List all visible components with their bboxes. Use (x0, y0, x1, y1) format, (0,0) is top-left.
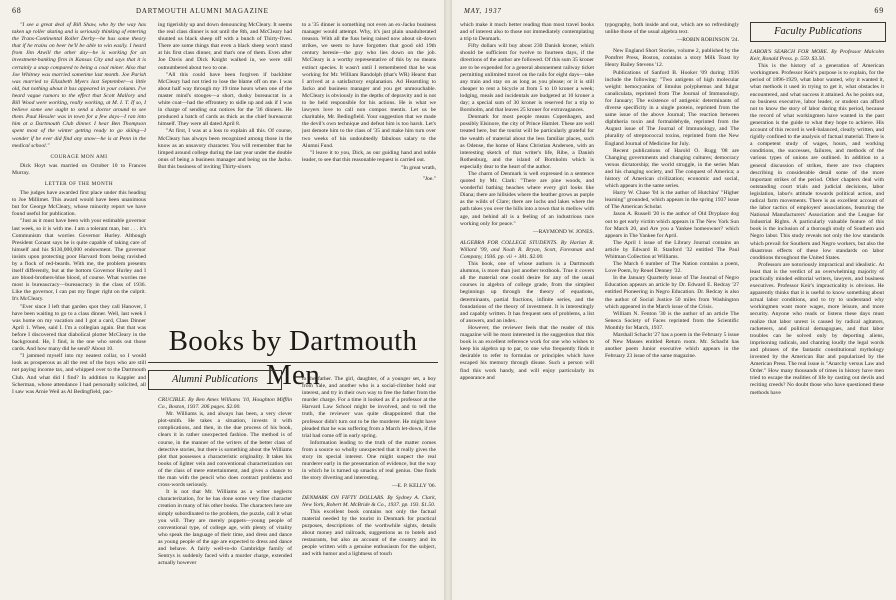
body-paragraph: This book, one of whose authors is a Dartmouth alumnus, is more than just another textbook. True it covers all the material one could desire for any of the usual courses in algebra of college grade, from the simplest beginnings up through the theory of equations, determinants, partial fractions, infinite series, and the foundations of the theory of investment. It is interestingly and capably written. It has frequent sets of problems, a list of answers, and an index. (460, 261, 594, 324)
body-paragraph: Recent publications of Harold O. Rugg '08 are Changing governments and changing cultures; democracy versus dictatorship; the world struggle, in the series Man and his changing society, and The conquest of America; a history of American civilization; economic and social, which appears in the same series. (605, 147, 739, 190)
left-column-3-lower (302, 376, 436, 596)
signature-line: —ROBIN ROBINSON '24. (676, 37, 739, 44)
body-paragraph: It is not that Mr. Williams as a writer neglects characterization, for he has done some very fine character creation in many of his other books. The characters here are simply subordinated to the problem, the puzzle, call it what you will. They are merely puppets—young people of conventional type, of college age, with plenty of vitality who speak the language of their time, and dress and dance as young people of the age are expected to dress and dance and behave. A fairly well-to-do Cambridge family of Sentrys is suddenly faced with a murder charge, extended actually however (158, 489, 292, 567)
continued-paragraph: to the father. The girl, daughter, of a younger set, a boy from Yale, and another who is a social-climber hold our interest, and try in their own way to free the father from the murder charge. For a time it looked as if a professor at the Harvard Law School might be involved, and to tell the truth, the reviewer was quite disappointed that the professor didn't turn out to be the murderer. He might have pleaded that he was suffering from a March let-down, if the trial had come off in early spring. (302, 376, 436, 439)
right-page (452, 0, 896, 600)
body-paragraph: "Ever since I left that garden spot they call Hanover, I have been waiting to go to a class dinner. Well, last week I was home on my vacation and I got a card, Class Dinner April 1. Whee, said I. I'm a collegian again. But that was before I discovered that diabolical plotter McCleary in the background. He, I find, is the one who sends out those cards. And how many did he send? About 10. (12, 303, 146, 353)
body-paragraph: The March 6 number of The Nation contains a poem, Love Poem, by Reuel Denney '32. (605, 261, 739, 275)
section-heading: LETTER OF THE MONTH (44, 180, 114, 187)
right-running-head (464, 6, 884, 18)
left-page-number: 68 (12, 6, 22, 15)
right-running-title: MAY, 1937 (464, 7, 502, 15)
signature-line: —E. P. KELLY '06. (391, 483, 436, 490)
left-column-3 (302, 22, 436, 318)
book-citation: ALGEBRA FOR COLLEGE STUDENTS. By Harlan R. Willard '99, and Noah R. Bryan, Scott, Foresman and Company, 1936. pp. vii + 381. $2.00. (460, 239, 594, 260)
body-paragraph: "I jammed myself into my neatest collar, so I would look as prosperous as all the rest of the boys who are still not paying income tax, and whipped over to the Dartmouth Club. And what did I find? In addition to Kappler and Scherman, whose attendance I had personally solicited, all I saw was Arnie Weil as Al Bedingfield, pac- (12, 353, 146, 395)
body-paragraph: Harry W. Chase '04 is the author of Hutchins' "Higher learning" grounded, which appears in the spring 1937 issue of The American Scholar. (605, 190, 739, 211)
body-paragraph: Marshall Schacht '27 has a poem in the February 5 issue of New Masses entitled Return room. Mr. Schacht has another poem Junior executive which appears in the February 23 issue of the same magazine. (605, 332, 739, 360)
body-paragraph: New England Short Stories, volume 2, published by the Pomfret Press, Boston, contains a story Milk Toast by Henry Bailey Stevens '12. (605, 48, 739, 69)
signature-line: —RAYMOND W. JONES. (532, 228, 594, 235)
left-running-head (12, 6, 432, 18)
body-paragraph: "All this could have been forgiven if backbiter McCleary had not tried to lose the blame off on me. I was about half way through my 19 time hours when one of the master mind's stooges—a short, dusky bureaucrat in a white coat—had the effrontery to sidle up and ask if I was in charge of sending out notices for the '36 dinners. He produced a batch of cards as thick as the chief bureaucrat himself. They were all dated April 8. (158, 71, 292, 128)
left-page (0, 0, 444, 600)
continued-paragraph: which make it much better reading than most travel books and of interest also to those not immediately contemplating a trip to Denmark. (460, 22, 594, 43)
body-paragraph: Publications of Sanford B. Hooker '09 during 1936 include the following: "Two antigens of high molecular weight: hemocyanins of limulus polyphemus and fulgur canaliculata, reprinted from The Journal of Immunology, for January; The existence of antigenic determinants of diverse specificity in a single protein, reprinted from the same issue of the above Journal; The reaction between diphtheria toxin and formaldehyde, reprinted from the August issue of The Journal of Immunology, and The plurality of streptococcal toxins, reprinted from the New England Journal of Medicine for July. (605, 69, 739, 147)
body-paragraph: Jason A. Russell '20 is the author of Old Dryplace dog out to get early victim which appears in The New York Sun for March 20, and Are you a Yankee homeowner? which appears in The Yankee for April. (605, 211, 739, 239)
alumni-publications-box: Alumni Publications (148, 370, 282, 390)
body-paragraph: However, the reviewer feels that the reader of this magazine will be most interested in the suggestion that this book is an excellent reference work for one who wishes to keep his algebra up to par, to one who frequently finds it desirable to refer to formulas or principles which have escaped his memory through disuse. Such a person will find this work handy, and will enjoy particularly its appearance and (460, 324, 594, 381)
body-paragraph: Dick Hoyt was married on October 10 to Frances Murray. (12, 162, 146, 176)
left-column-2-lower (158, 394, 292, 596)
body-paragraph: "Just as it must have been with your estimable governor last week, so it is with me. I am a tolerant man, but . . . it's Communism that worries Governor Hurley. Although President Conant says he is quite capable of taking care of himself and his $130,000,000 endowment. The governor insists upon protecting poor Harvard from being ravished by a flock of red-beards. With me, the problem presents itself differently, but at the bottom Governor Hurley and I are blood-brothers-blue blood, of course. What worries me most is bureaucracy—bureaucracy in the class of 1936. Like the governor, I can put my finger right on the culprit. It's McCleary. (12, 218, 146, 303)
signature-line: "Joe." (422, 175, 436, 182)
body-paragraph: Mr. Williams is, and always has been, a very clever plot-smith. He takes a situation, invests it with complications, and then, in the due process of his book, clears it in rather unexpected fashion. The method is of course, in the manner of the writers of the better class of detective stories, but there is something about the Williams plot that possesses a characteristic originality. It takes his books of lighter vein and conventional characterization out of the class of mere entertainment, and gives a chance to the man with the pencil who does contract problems and cross-words seriously. (158, 411, 292, 489)
right-page-number: 69 (874, 6, 884, 15)
body-paragraph: "I leave it to you, Dick, as our guiding hand and noble leader, to see that this reasonable request is carried out. (302, 149, 436, 163)
right-column-2 (605, 22, 739, 596)
left-column-1 (12, 22, 146, 596)
continued-paragraph: to a '35 dinner is something not even an ex-Jacko business manager would attempt. Why, it's just plain unadulterated treason. With all the fuss being raised now about sit-down strikes, we seem to have forgotten that good old 19th century heresie—the guy who lies down on the job. McCleary is a worthy representative of this by no means extinct species. It wasn't until I remembered that he was working for Mr. William Randolph (that's WR) Hearst that I arrived at a satisfactory explanation. Ad Hearstling to Jacko and business manager and you get unmouchable. McCleary is obviously in the depths of depravity and is not to be held responsible for his actions. He is what we lawyers love to call non compos mentis. Let us be charitable, Mr. Bedingfield. Your suggestion that we made the devil's own technique and defeat him is too harsh. Let's just demote him to the class of '35 and make him turn over two weeks of his undoubtedly fabulous salary to the Alumni Fund. (302, 22, 436, 149)
signature-line: "In great wrath, (400, 164, 436, 171)
book-citation: CRUCIBLE. By Ben Ames Williams '10, Houghton Mifflin Co., Boston, 1937. 306 pages. $2.00. (158, 397, 292, 411)
body-paragraph: Denmark for most people means Copenhagen, and possibly Elsinore, the city of Prince Hamlet. These are well treated here, but the tourist will be particularly grateful for the wealth of material about the less familiar places, such as Odense, the home of Hans Christian Andersen, with an interesting sketch of that writer's life, Ribe, a Danish Rothenburg, and the island of Bornholm which is especially dear to the heart of the author. (460, 114, 594, 170)
book-citation: DENMARK ON FIFTY DOLLARS. By Sydney A. Clark, New York, Robert M. McBride & Co., 1937. pp. 193. $1.50. (302, 494, 436, 508)
body-paragraph: "At first, I was at a loss to explain all this. Of course, McCleary has always been recognized among those in the know as an unsavory character. You will remember that he limped around college during the last year under the double onus of being a business manager and being on the Jacko. But this business of inviting Thirty-sixers (158, 128, 292, 170)
continued-paragraph: typography, both inside and out, which are so refreshingly unlike those of the usual algebra text. (605, 22, 739, 36)
gutter (444, 0, 452, 600)
left-running-title: DARTMOUTH ALUMNI MAGAZINE (136, 7, 269, 15)
body-paragraph: The April 1 issue of the Library Journal contains an article by Edward B. Stanford '32 entitled The Paul Whitman Collection at Williams. (605, 239, 739, 260)
book-citation: LABOR'S SEARCH FOR MORE. By Professor Malcolm Keir, Ronald Press. p. 559. $3.50. (750, 49, 884, 63)
left-column-2 (158, 22, 292, 318)
right-column-1 (460, 22, 594, 596)
section-heading: COURAGE MON AMI (50, 153, 108, 160)
faculty-publications-box: Faculty Publications (750, 22, 886, 42)
body-paragraph: In the January Quarterly issue of The Journal of Negro Education appears an article by Dr. Edward E. Redcay '27 entitled Pioneering in Negro Education. Dr. Redcay is also the author of Social Justice 50 miles from Washington which appeared in the March issue of the Crisis. (605, 275, 739, 310)
body-paragraph: The judges have awarded first place under this heading to Joe Millimet. This award would have been unanimous but for George McCleary, whose minority report we have found useful for publication. (12, 190, 146, 218)
heading-rule (148, 362, 438, 363)
body-paragraph: Information leading to the truth of the matter comes from a source so wholly unexpected that it really gives the story its special interest. One might suspect the real murderer early in the presentation of evidence, but the way in which he is turned up smacks of real genius. One finds the story diverting and interesting. (302, 439, 436, 482)
quoted-letter-paragraph: "I see a great deal of Bill Shaw, who by the way has taken up roller skating and is seriously thinking of entering the Trans-Continental Roller Derby—he has some theory that if he trains on beer he'll be able to win easily. I heard from Jim Atwill the other day—he is working for an investment-banking firm in Kansas City and says that it is certainly a snap compared to being a coal miner. Also that Joe Whitney was married sometime last month. Joe Parish was married to Elizabeth Myers last September—a little old, but nothing about it has appeared in your column. I've heard vague rumors to the effect that Scott Mallory and Bill Wood were working, really working, at M. I. T. If so, I believe some one ought to send a doctor around to see them. Paul Hessler was in town for a few days—I ran into him at a Dartmouth Club dinner. I hear Ben Thompson spent most of the winter getting ready to go skiing—I wonder if he ever did find any snow—he is at Penn in the medical school." (12, 22, 146, 149)
body-paragraph: The charm of Denmark is well expressed in a sentence quoted by Mr. Clark: "There are pine woods, and wonderful bathing beaches where every girl looks like Diana; there are hillsides where the heather grows as purple as the wilds of Clare; there are lochs and lakes where the path takes you over the hills into a town that is mellow with age, and behind all is a feeling of an industrious race working only for peace." (460, 170, 594, 227)
body-paragraph: This is the history of a generation of American workingmen. Professor Keir's purpose is to explain, for the period of 1896-1929, what labor wanted, why it wanted it, what methods it used in trying to get it, what obstacles it encountered, and what success it attained. As he points out, no business executive, labor leader, or student can afford not to know the story of labor during this period, because the record of what workingmen have wanted in the past generation is the guide to what they hope to achieve. His account of this record is well-balanced, clearly written, and rigidly confined to the analysis of factual material. There is a competent study of wages, hours, and working conditions, the successes, failures, and methods of the various types of unions are outlined. In addition to a general discussion of strikes, there are two chapters describing in considerable detail some of the more important strikes of the period. Other chapters deal with outstanding court trials and judicial decisions, labor legislation, labor's attitude towards political action, and radical farm movements. There is an excellent account of the labor tactics of employers' associations, featuring the National Manufacturers' Association and the League for Industrial Rights. A particularly valuable feature of this book is the inclusion of a thorough study of Southern and Negro labor. This study reveals not only the low standards which prevail for Southern and Negro workers, but also the disastrous effects of these low standards on labor conditions throughout the United States. (750, 63, 884, 261)
body-paragraph: William N. Fenton '30 is the author of an article The Seneca Society of Faces reprinted from the Scientific Monthly for March, 1937. (605, 310, 739, 331)
right-column-3 (750, 46, 884, 596)
body-paragraph: This excellent book contains not only the factual material needed by the tourist in Denmark for practical purposes, descriptions of the worthwhile sights, details about money and railroads, suggestions as to hotels and restaurants, but also an account of the country and its people written with a genuine enthusiasm for the subject, and with humor and a lightness of touch (302, 508, 436, 558)
books-heading: Books by Dartmouth Men (168, 325, 418, 391)
body-paragraph: Fifty dollars will buy about 230 Danish kroner, which should be sufficient for twelve to fourteen days, if the directions of the author are followed. Of this sum 35 kroner are to be expended for a general abonnement railway ticket permitting unlimited travel on the rails for eight days—take any train and stay on as long as you please; or it is still cheaper to rent a bicycle at from 5 to 10 kroner a week; lodging, meals and incidentals are budgeted at 10 kroner a day; a special sum of 30 kroner is reserved for a trip to Bornholm, and that leaves 25 kroner for extravagances. (460, 43, 594, 114)
body-paragraph: Professors are notoriously impractical and idealistic. At least that is the verdict of an overwhelming majority of practically minded editorial writers, lawyers, and business executives. Professor Keir's impracticality is obvious. He apparently thinks that it is useful to know something about actual labor conditions, and to try to understand why workingmen want more wages, more leisure, and more security. Anyone who reads or listens these days must realize that labor unrest is caused by radical agitators, racketeers, and political demagogues, and that labor troubles can be solved only by deporting aliens, imprisoning radicals, and chanting loudly the legal words and phrases of the fantastic constitutional mythology invented by the American Bar and popularized by the American Press. The real issue is "Anarchy versus Law and Order." How many thousands of times in history have men tried to escape the realities of life by casting out devils and reciting creeds? No doubt those who have questioned these methods have (750, 261, 884, 396)
continued-paragraph: ing tigerishly up and down denouncing McCleary. It seems the real class dinner is not until the 8th, and McCleary had shunted us black sheep off with a bunch of Thirty-fives. There are some things that even a black sheep won't stand at his first class dinner, and that's one of them. Even after Joe Davis and Dick Knight walked in, we were still outnumbered about two to one. (158, 22, 292, 71)
